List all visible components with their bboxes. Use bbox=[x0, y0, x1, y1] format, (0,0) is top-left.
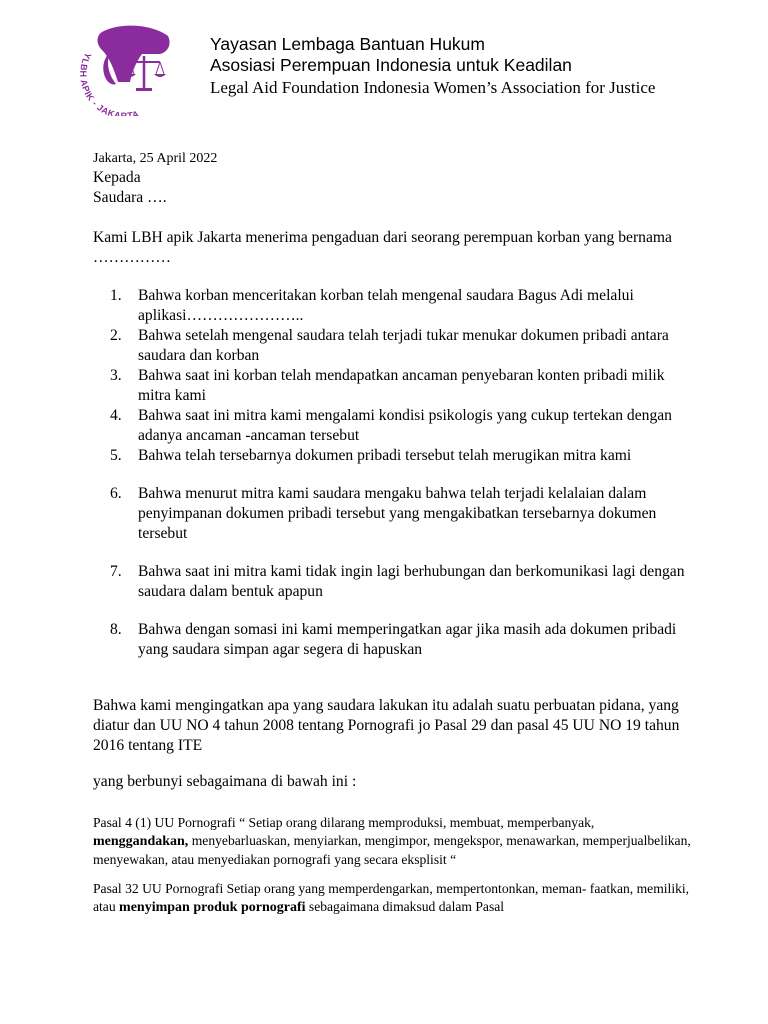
org-name-english: Legal Aid Foundation Indonesia Women’s Association for Justice bbox=[210, 78, 656, 97]
letter-date: Jakarta, 25 April 2022 bbox=[93, 151, 218, 166]
list-item bbox=[110, 406, 690, 446]
pasal-4-post: menyebarluaskan, menyiarkan, mengimpor, mengekspor, menawarkan, memperjualbelikan, menyewakan, atau menyediakan pornografi yang secara eksplisit “ bbox=[93, 833, 691, 867]
list-item-number: 1. bbox=[110, 287, 122, 304]
list-item-number: 3. bbox=[110, 367, 122, 384]
org-name-line2: Asosiasi Perempuan Indonesia untuk Keadilan bbox=[210, 55, 572, 75]
pasal-4-bold: menggandakan, bbox=[93, 834, 189, 849]
list-item-text: Bahwa dengan somasi ini kami memperingatkan agar jika masih ada dokumen pribadi yang saudara simpan agar segera di hapuskan bbox=[138, 621, 677, 658]
list-item bbox=[110, 562, 690, 602]
list-item-text: Bahwa saat ini mitra kami tidak ingin lagi berhubungan dan berkomunikasi lagi dengan saudara dalam bentuk apapun bbox=[138, 563, 685, 600]
recipient-line1: Kepada bbox=[93, 169, 141, 186]
list-item bbox=[110, 326, 690, 366]
logo-text: YLBH APIK - JAKARTA bbox=[78, 51, 141, 116]
ylbh-apik-logo bbox=[72, 22, 176, 116]
pasal-4-pre: Pasal 4 (1) UU Pornografi “ Setiap orang dilarang memproduksi, membuat, memperbanyak, bbox=[93, 815, 595, 830]
pasal-32-bold: menyimpan produk pornografi bbox=[119, 900, 306, 915]
scales-of-justice-emblem-icon bbox=[72, 22, 176, 116]
list-item bbox=[110, 366, 690, 406]
list-item-number: 7. bbox=[110, 563, 122, 580]
list-item-number: 8. bbox=[110, 621, 122, 638]
list-item-text: Bahwa menurut mitra kami saudara mengaku bahwa telah terjadi kelalaian dalam penyimpanan dokumen pribadi tersebut yang mengakibatkan tersebarnya dokumen tersebut bbox=[138, 485, 657, 542]
list-item bbox=[110, 286, 690, 326]
recipient-line2: Saudara …. bbox=[93, 189, 167, 206]
list-item-number: 5. bbox=[110, 447, 122, 464]
recipient bbox=[93, 168, 693, 208]
letterhead bbox=[210, 34, 730, 98]
list-item bbox=[110, 446, 690, 466]
list-item-text: Bahwa saat ini mitra kami mengalami kondisi psikologis yang cukup tertekan dengan adanya ancaman -ancaman tersebut bbox=[138, 407, 672, 444]
list-item bbox=[110, 620, 690, 660]
list-item-number: 2. bbox=[110, 327, 122, 344]
legal-basis-paragraph: Bahwa kami mengingatkan apa yang saudara lakukan itu adalah suatu perbuatan pidana, yang diatur dan UU NO 4 tahun 2008 tentang Pornografi jo Pasal 29 dan pasal 45 UU NO 19 tahun 2016 tentang ITE bbox=[93, 697, 680, 754]
pasal-4-quote bbox=[93, 814, 693, 869]
list-item-text: Bahwa setelah mengenal saudara telah terjadi tukar menukar dokumen pribadi antara saudara dan korban bbox=[138, 327, 669, 364]
list-item bbox=[110, 484, 690, 544]
pasal-32-pre: Pasal 32 UU Pornografi Setiap orang yang memperdengarkan, mempertontonkan, meman- faatkan, memiliki, atau bbox=[93, 881, 690, 914]
list-item-number: 4. bbox=[110, 407, 122, 424]
list-item-text: Bahwa saat ini korban telah mendapatkan ancaman penyebaran konten pribadi milik mitra kami bbox=[138, 367, 665, 404]
list-item-text: Bahwa korban menceritakan korban telah mengenal saudara Bagus Adi melalui aplikasi………………….. bbox=[138, 287, 634, 324]
list-item-number: 6. bbox=[110, 485, 122, 502]
pasal-32-post: sebagaimana dimaksud dalam Pasal bbox=[305, 899, 505, 914]
org-name-line1: Yayasan Lembaga Bantuan Hukum bbox=[210, 34, 485, 54]
citation-intro: yang berbunyi sebagaimana di bawah ini : bbox=[93, 773, 357, 790]
intro-paragraph: Kami LBH apik Jakarta menerima pengaduan dari seorang perempuan korban yang bernama …………… bbox=[93, 229, 672, 266]
list-item-text: Bahwa telah tersebarnya dokumen pribadi tersebut telah merugikan mitra kami bbox=[138, 447, 632, 464]
pasal-32-quote bbox=[93, 880, 693, 917]
complaint-points-list bbox=[110, 286, 690, 660]
